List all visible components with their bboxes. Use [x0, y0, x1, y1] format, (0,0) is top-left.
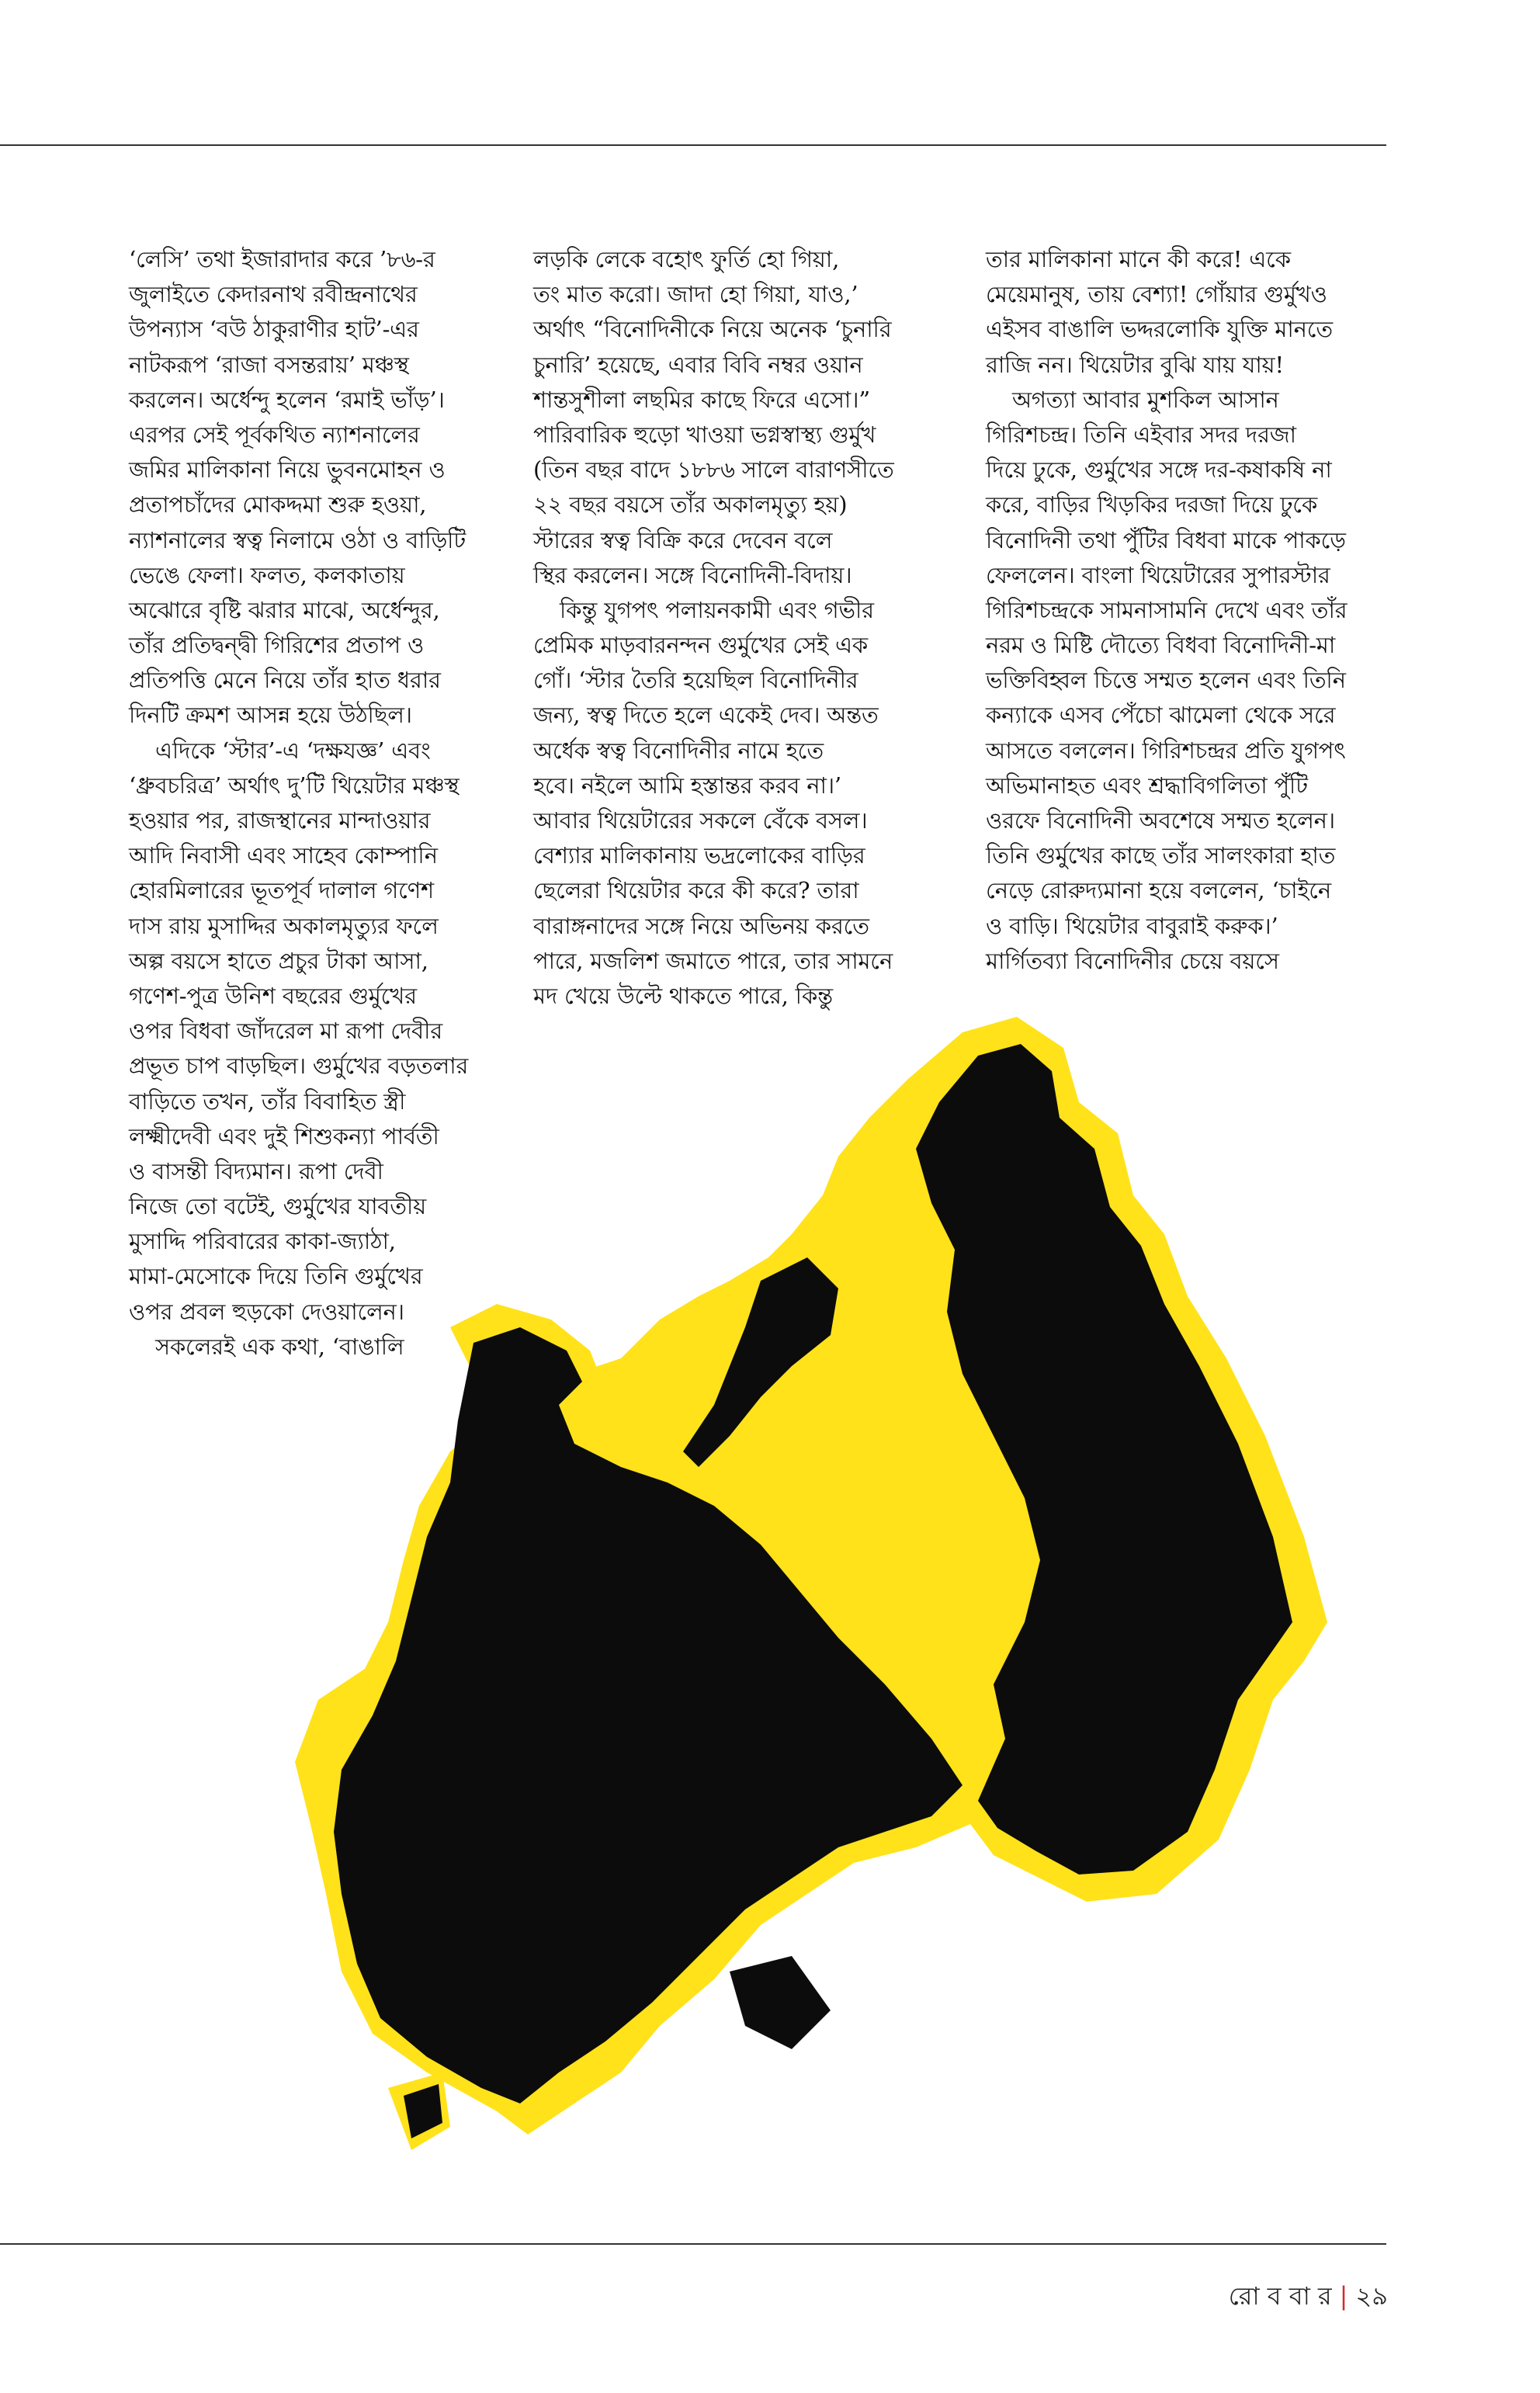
text-line: রাজি নন। থিয়েটার বুঝি যায় যায়! — [986, 351, 1284, 378]
text-line: ন্যাশনালের স্বত্ব নিলামে ওঠা ও বাড়িটি — [129, 526, 467, 553]
text-line: হবে। নইলে আমি হস্তান্তর করব না।’ — [533, 772, 841, 799]
text-line: নেড়ে রোরুদ্যমানা হয়ে বললেন, ‘চাইনে — [986, 877, 1331, 904]
text-line: তিনি গুর্মুখের কাছে তাঁর সালংকারা হাত — [986, 842, 1336, 869]
text-line: প্রভূত চাপ বাড়ছিল। গুর্মুখের বড়তলার — [129, 1053, 469, 1080]
text-line: স্থির করলেন। সঙ্গে বিনোদিনী-বিদায়। — [533, 561, 852, 588]
top-rule — [0, 144, 1386, 146]
bottom-rule — [0, 2243, 1386, 2245]
text-line: করলেন। অর্ধেন্দু হলেন ‘রমাই ভাঁড়’। — [129, 386, 445, 413]
text-line: পারে, মজলিশ জমাতে পারে, তার সামনে — [533, 947, 893, 974]
text-line: তার মালিকানা মানে কী করে! একে — [986, 246, 1291, 272]
text-column-2 — [533, 242, 937, 1014]
page-footer — [1229, 2277, 1388, 2318]
text-line: মার্গিতব্যা বিনোদিনীর চেয়ে বয়সে — [986, 947, 1279, 974]
text-line: ওপর প্রবল হুড়কো দেওয়ালেন। — [129, 1298, 404, 1325]
text-line: কন্যাকে এসব পেঁচো ঝামেলা থেকে সরে — [986, 702, 1336, 729]
text-line: বাড়িতে তখন, তাঁর বিবাহিত স্ত্রী — [129, 1087, 406, 1115]
text-line: জুলাইতে কেদারনাথ রবীন্দ্রনাথের — [129, 281, 418, 308]
text-line: অল্প বয়সে হাতে প্রচুর টাকা আসা, — [129, 947, 428, 974]
text-line: অঝোরে বৃষ্টি ঝরার মাঝে, অর্ধেন্দুর, — [129, 596, 440, 623]
text-line: আসতে বললেন। গিরিশচন্দ্রর প্রতি যুগপৎ — [986, 737, 1346, 764]
text-line: নিজে তো বটেই, গুর্মুখের যাবতীয় — [129, 1193, 426, 1220]
text-line: হওয়ার পর, রাজস্থানের মান্দাওয়ার — [129, 807, 431, 834]
text-line: তাঁর প্রতিদ্বন্দ্বী গিরিশের প্রতাপ ও — [129, 632, 425, 659]
text-line: বারাঙ্গনাদের সঙ্গে নিয়ে অভিনয় করতে — [533, 912, 869, 939]
text-line: ‘লেসি’ তথা ইজারাদার করে ’৮৬-র — [129, 246, 435, 272]
text-line: হোরমিলারের ভূতপূর্ব দালাল গণেশ — [129, 877, 435, 904]
text-line: সকলেরই এক কথা, ‘বাঙালি — [155, 1333, 404, 1360]
text-line: জন্য, স্বত্ব দিতে হলে একেই দেব। অন্তত — [533, 702, 879, 729]
text-line: নরম ও মিষ্টি দৌত্যে বিধবা বিনোদিনী-মা — [986, 632, 1336, 659]
magazine-name: রো ব বা র — [1228, 2281, 1332, 2311]
text-line: বিনোদিনী তথা পুঁটির বিধবা মাকে পাকড়ে — [986, 526, 1346, 553]
text-line: তং মাত করো। জাদা হো গিয়া, যাও,’ — [533, 281, 858, 308]
text-line: উপন্যাস ‘বউ ঠাকুরাণীর হাট’-এর — [129, 316, 419, 343]
text-line: দিয়ে ঢুকে, গুর্মুখের সঙ্গে দর-কষাকষি না — [986, 456, 1332, 484]
text-line: চুনারি’ হয়েছে, এবার বিবি নম্বর ওয়ান — [533, 351, 863, 378]
text-line: ভক্তিবিহ্বল চিত্তে সম্মত হলেন এবং তিনি — [986, 667, 1346, 694]
text-column-3 — [986, 242, 1389, 979]
text-line: ২২ বছর বয়সে তাঁর অকালমৃত্যু হয়) — [533, 491, 848, 518]
text-line: গিরিশচন্দ্রকে সামনাসামনি দেখে এবং তাঁর — [986, 596, 1348, 623]
text-line: ফেললেন। বাংলা থিয়েটারের সুপারস্টার — [986, 561, 1330, 588]
text-line: বেশ্যার মালিকানায় ভদ্রলোকের বাড়ির — [533, 842, 865, 869]
text-line: (তিন বছর বাদে ১৮৮৬ সালে বারাণসীতে — [533, 456, 894, 484]
text-line: কিন্তু যুগপৎ পলায়নকামী এবং গভীর — [560, 596, 874, 623]
text-line: এইসব বাঙালি ভদ্দরলোকি যুক্তি মানতে — [986, 316, 1333, 343]
text-line: করে, বাড়ির খিড়কির দরজা দিয়ে ঢুকে — [986, 491, 1318, 518]
text-line: মেয়েমানুষ, তায় বেশ্যা! গোঁয়ার গুর্মুখও — [986, 281, 1327, 308]
text-line: আবার থিয়েটারের সকলে বেঁকে বসল। — [533, 807, 868, 834]
text-line: ও বাড়ি। থিয়েটার বাবুরাই করুক।’ — [986, 912, 1278, 939]
text-line: শান্তসুশীলা লছমির কাছে ফিরে এসো।” — [533, 386, 870, 413]
text-line: গোঁ। ‘স্টার তৈরি হয়েছিল বিনোদিনীর — [533, 667, 858, 694]
text-line: ওপর বিধবা জাঁদরেল মা রূপা দেবীর — [129, 1018, 443, 1045]
text-line: লক্ষ্মীদেবী এবং দুই শিশুকন্যা পার্বতী — [129, 1122, 439, 1150]
text-line: অগত্যা আবার মুশকিল আসান — [1012, 386, 1279, 413]
text-line: ও বাসন্তী বিদ্যমান। রূপা দেবী — [129, 1157, 383, 1184]
text-line: মদ খেয়ে উল্টে থাকতে পারে, কিন্তু — [533, 982, 833, 1009]
text-line: এরপর সেই পূর্বকথিত ন্যাশনালের — [129, 421, 420, 448]
text-line: অর্থাৎ “বিনোদিনীকে নিয়ে অনেক ‘চুনারি — [533, 316, 892, 343]
text-line: গিরিশচন্দ্র। তিনি এইবার সদর দরজা — [986, 421, 1296, 448]
text-line: গণেশ-পুত্র উনিশ বছরের গুর্মুখের — [129, 982, 417, 1009]
text-line: মুসাদ্দি পরিবারের কাকা-জ্যাঠা, — [129, 1228, 396, 1255]
text-line: এদিকে ‘স্টার’-এ ‘দক্ষযজ্ঞ’ এবং — [155, 737, 431, 764]
text-line: নাটকরূপ ‘রাজা বসন্তরায়’ মঞ্চস্থ — [129, 351, 409, 378]
text-line: ছেলেরা থিয়েটার করে কী করে? তারা — [533, 877, 859, 904]
text-line: লড়কি লেকে বহোৎ ফুর্তি হো গিয়া, — [533, 246, 840, 272]
text-line: স্টারের স্বত্ব বিক্রি করে দেবেন বলে — [533, 526, 833, 553]
text-line: দিনটি ক্রমশ আসন্ন হয়ে উঠছিল। — [129, 702, 412, 729]
text-line: ভেঙে ফেলা। ফলত, কলকাতায় — [129, 561, 405, 588]
footer-separator: | — [1339, 2281, 1348, 2311]
text-line: অভিমানাহত এবং শ্রদ্ধাবিগলিতা পুঁটি — [986, 772, 1308, 799]
page-number: ২৯ — [1355, 2281, 1388, 2311]
silhouette-illustration — [295, 1001, 1428, 2204]
text-line: পারিবারিক হুড়ো খাওয়া ভগ্নস্বাস্থ্য গুর্মুখ — [533, 421, 876, 448]
text-line: প্রেমিক মাড়বারনন্দন গুর্মুখের সেই এক — [533, 632, 869, 659]
text-line: ‘ধ্রুবচরিত্র’ অর্থাৎ দু’টি থিয়েটার মঞ্চস্থ — [129, 772, 460, 799]
text-line: জমির মালিকানা নিয়ে ভুবনমোহন ও — [129, 456, 446, 484]
text-line: দাস রায় মুসাদ্দির অকালমৃত্যুর ফলে — [129, 912, 439, 939]
text-line: প্রতিপত্তি মেনে নিয়ে তাঁর হাত ধরার — [129, 667, 441, 694]
text-line: মামা-মেসোকে দিয়ে তিনি গুর্মুখের — [129, 1263, 423, 1290]
text-line: আদি নিবাসী এবং সাহেব কোম্পানি — [129, 842, 438, 869]
text-line: ওরফে বিনোদিনী অবশেষে সম্মত হলেন। — [986, 807, 1335, 834]
text-line: অর্ধেক স্বত্ব বিনোদিনীর নামে হতে — [533, 737, 824, 764]
text-line: প্রতাপচাঁদের মোকদ্দমা শুরু হওয়া, — [129, 491, 427, 518]
